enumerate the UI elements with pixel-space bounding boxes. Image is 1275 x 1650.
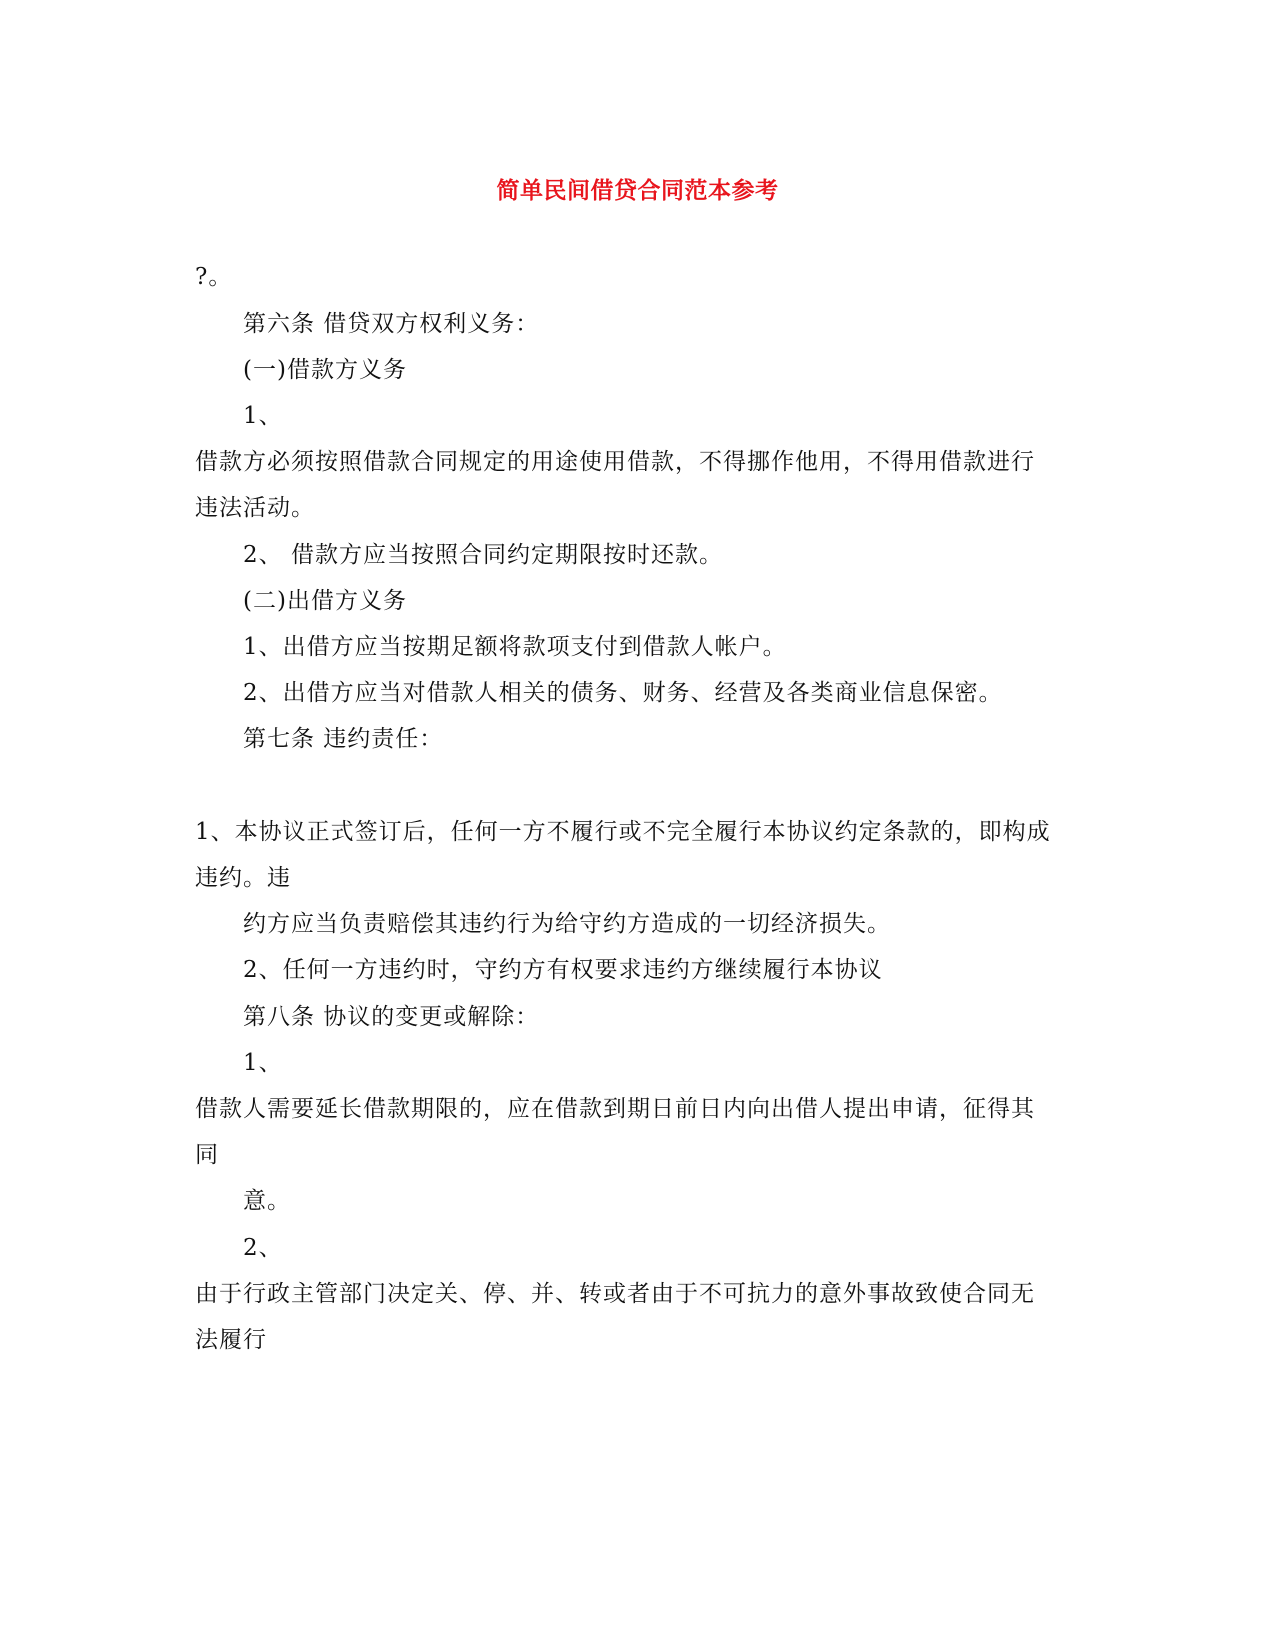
- document-title: 简单民间借贷合同范本参考: [496, 178, 779, 204]
- text-line: 2、出借方应当对借款人相关的债务、财务、经营及各类商业信息保密。: [243, 680, 1003, 706]
- text-line: 意。: [243, 1188, 291, 1214]
- list-number: 2、: [243, 1235, 283, 1261]
- text-line: 违法活动。: [195, 495, 315, 521]
- article-heading: 第六条 借贷双方权利义务：: [243, 311, 540, 337]
- text-line: 同: [195, 1142, 219, 1168]
- text-line: 借款方必须按照借款合同规定的用途使用借款，不得挪作他用，不得用借款进行: [195, 449, 1035, 475]
- text-line: ?。: [195, 264, 233, 290]
- text-line: 2、 借款方应当按照合同约定期限按时还款。: [243, 542, 723, 568]
- text-line: 由于行政主管部门决定关、停、并、转或者由于不可抗力的意外事故致使合同无: [195, 1281, 1035, 1307]
- article-heading: 第八条 协议的变更或解除：: [243, 1004, 540, 1030]
- text-line: 约方应当负责赔偿其违约行为给守约方造成的一切经济损失。: [243, 911, 891, 937]
- section-heading: (一)借款方义务: [243, 357, 407, 383]
- list-number: 1、: [243, 403, 283, 429]
- article-heading: 第七条 违约责任：: [243, 726, 444, 752]
- text-line: 1、本协议正式签订后，任何一方不履行或不完全履行本协议约定条款的，即构成: [195, 819, 1051, 845]
- section-heading: (二)出借方义务: [243, 588, 407, 614]
- text-line: 1、出借方应当按期足额将款项支付到借款人帐户。: [243, 634, 787, 660]
- text-line: 法履行: [195, 1327, 267, 1353]
- text-line: 借款人需要延长借款期限的，应在借款到期日前日内向出借人提出申请，征得其: [195, 1096, 1035, 1122]
- text-line: 违约。违: [195, 865, 291, 891]
- text-line: 2、任何一方违约时，守约方有权要求违约方继续履行本协议: [243, 957, 883, 983]
- list-number: 1、: [243, 1050, 283, 1076]
